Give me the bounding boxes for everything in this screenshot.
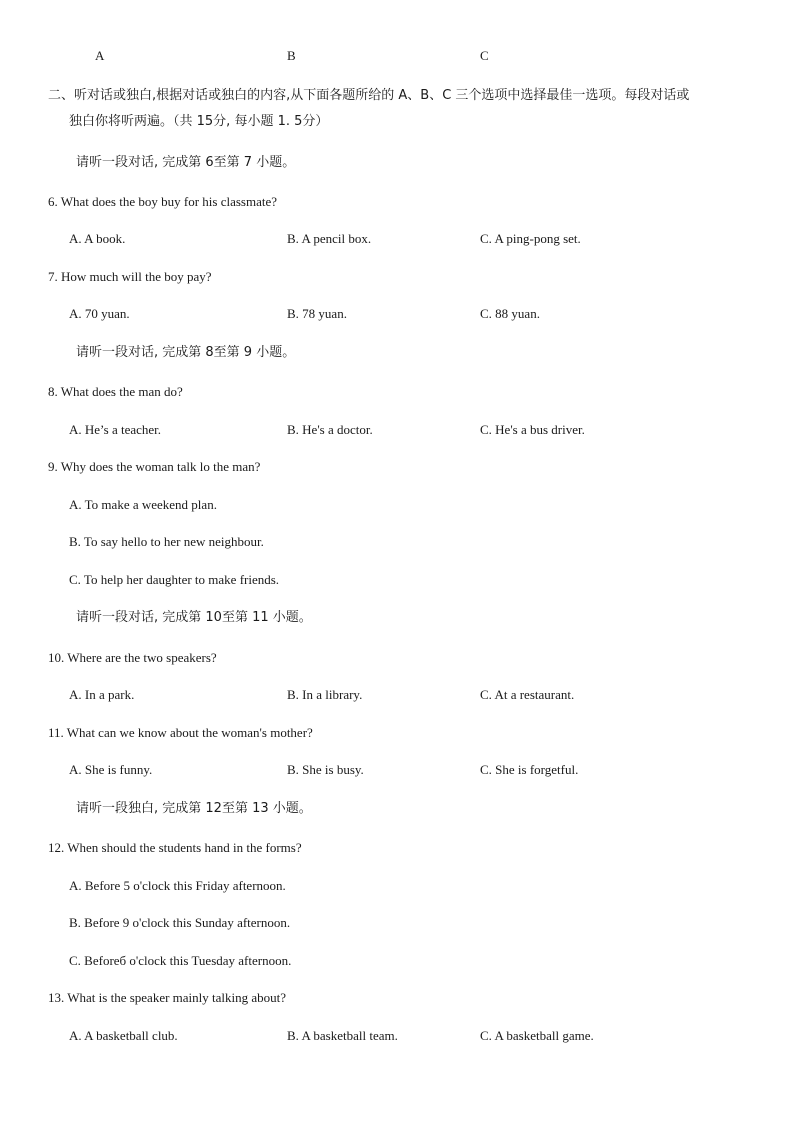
instruction-q12-q13: 请听一段独白, 完成第 12至第 13 小题。 — [76, 801, 312, 816]
question-8-option-a: A. He’s a teacher. — [69, 422, 162, 437]
question-7-stem: 7. How much will the boy pay? — [48, 269, 212, 284]
question-6-stem: 6. What does the boy buy for his classmate? — [48, 194, 278, 209]
instruction-q10-q11: 请听一段对话, 完成第 10至第 11 小题。 — [76, 610, 312, 625]
question-8-stem: 8. What does the man do? — [48, 384, 183, 399]
question-9-stem: 9. Why does the woman talk lo the man? — [48, 459, 261, 474]
image-label-c: C — [480, 48, 489, 63]
question-11-option-a: A. She is funny. — [69, 762, 153, 777]
question-10-stem: 10. Where are the two speakers? — [48, 650, 217, 665]
question-9-option-a: A. To make a weekend plan. — [69, 497, 217, 512]
question-8-option-c: C. He's a bus driver. — [480, 422, 585, 437]
question-13-option-b: B. A basketball team. — [287, 1028, 398, 1043]
question-6-option-b: B. A pencil box. — [287, 231, 372, 246]
section-heading-line2: 独白你将听两遍。（共 15分, 每小题 1. 5分） — [69, 114, 329, 129]
question-13-option-c: C. A basketball game. — [480, 1028, 594, 1043]
instruction-q8-q9: 请听一段对话, 完成第 8至第 9 小题。 — [76, 345, 296, 360]
question-12-option-c: C. Beforeб o'clock this Tuesday afternoon. — [69, 953, 292, 968]
question-12-option-b: B. Before 9 o'clock this Sunday afternoon. — [69, 915, 291, 930]
question-11-stem: 11. What can we know about the woman's mother? — [48, 725, 313, 740]
question-7-option-c: C. 88 yuan. — [480, 306, 540, 321]
question-7-option-a: A. 70 yuan. — [69, 306, 130, 321]
question-12-stem: 12. When should the students hand in the forms? — [48, 840, 302, 855]
question-11-option-b: B. She is busy. — [287, 762, 364, 777]
question-10-option-b: B. In a library. — [287, 687, 363, 702]
section-heading-line1: 二、听对话或独白,根据对话或独白的内容,从下面各题所给的 A、B、C 三个选项中选择最佳一选项。每段对话或 — [48, 88, 690, 103]
question-10-option-c: C. At a restaurant. — [480, 687, 575, 702]
instruction-q6-q7: 请听一段对话, 完成第 6至第 7 小题。 — [76, 155, 296, 170]
question-9-option-b: B. To say hello to her new neighbour. — [69, 534, 264, 549]
question-6-option-a: A. A book. — [69, 231, 126, 246]
question-12-option-a: A. Before 5 o'clock this Friday afternoon. — [69, 878, 286, 893]
question-11-option-c: C. She is forgetful. — [480, 762, 579, 777]
question-8-option-b: B. He's a doctor. — [287, 422, 373, 437]
question-6-option-c: C. A ping-pong set. — [480, 231, 581, 246]
image-label-a: A — [95, 48, 105, 63]
question-13-stem: 13. What is the speaker mainly talking about? — [48, 990, 287, 1005]
question-10-option-a: A. In a park. — [69, 687, 135, 702]
question-7-option-b: B. 78 yuan. — [287, 306, 347, 321]
question-9-option-c: C. To help her daughter to make friends. — [69, 572, 280, 587]
question-13-option-a: A. A basketball club. — [69, 1028, 178, 1043]
image-label-b: B — [287, 48, 296, 63]
